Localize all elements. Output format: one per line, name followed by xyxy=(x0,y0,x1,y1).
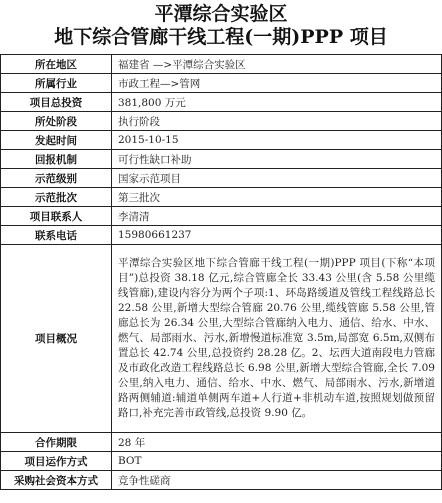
row-value: 竞争性磋商 xyxy=(112,471,442,490)
row-label: 示范批次 xyxy=(1,188,112,207)
table-row xyxy=(1,471,442,490)
table-row xyxy=(1,452,442,471)
row-value: 第三批次 xyxy=(112,188,442,207)
project-info-table xyxy=(0,54,442,490)
row-value: 国家示范项目 xyxy=(112,169,442,188)
row-label: 项目总投资 xyxy=(1,93,112,112)
table-row xyxy=(1,433,442,452)
page-title: 平潭综合实验区 xyxy=(154,3,288,25)
table-row xyxy=(1,150,442,169)
table-row xyxy=(1,188,442,207)
row-value: 可行性缺口补助 xyxy=(112,150,442,169)
row-value: 李清清 xyxy=(112,207,442,226)
row-label: 项目运作方式 xyxy=(1,452,112,471)
table-row xyxy=(1,169,442,188)
page-subtitle: 地下综合管廊干线工程(一期)PPP 项目 xyxy=(54,26,388,48)
row-value: 福建省 —>平潭综合实验区 xyxy=(112,55,442,74)
row-label: 采购社会资本方式 xyxy=(1,471,112,490)
row-label: 回报机制 xyxy=(1,150,112,169)
table-row xyxy=(1,112,442,131)
row-label: 项目联系人 xyxy=(1,207,112,226)
row-label: 合作期限 xyxy=(1,433,112,452)
row-label: 项目概况 xyxy=(1,245,112,433)
overview-text: 平潭综合实验区地下综合管廊干线工程(一期)PPP 项目(下称“本项目”)总投资 38.18 亿元,综合管廊全长 33.43 公里(含 5.58 公里缆线管廊),建设内容分为两个子项:1、环岛路缓道及管线工程线路总长 22.58 公里,新增大型综合管廊 20.76 公里,缆线管廊 5.58 公里,管廊总长为 26.34 公里,大型综合管廊纳入电力、通信、给水、中水、燃气、局部雨水、污水,新增慢道标准宽 3.5m,局部宽 6.5m,双侧布置总长 42.74 公里,总投资约 28.28 亿。2、坛西大道南段电力管廊及市政化改造工程线路总长 6.98 公里,新增大型综合管廊,全长 7.09 公里,纳入电力、通信、给水、中水、燃气、局部雨水、污水,新增道路两侧辅道:辅道单侧两车道+人行道+非机动车道,按照规划做预留路口,补充完善市政管线,总投资 9.90 亿。 xyxy=(112,245,442,433)
row-value: BOT xyxy=(112,452,442,471)
table-row xyxy=(1,131,442,150)
table-row xyxy=(1,93,442,112)
table-row-overview xyxy=(1,245,442,433)
table-row xyxy=(1,74,442,93)
row-value: 2015-10-15 xyxy=(112,131,442,150)
row-label: 所属行业 xyxy=(1,74,112,93)
row-label: 示范级别 xyxy=(1,169,112,188)
row-value: 28 年 xyxy=(112,433,442,452)
row-value: 市政工程—>管网 xyxy=(112,74,442,93)
row-label: 所处阶段 xyxy=(1,112,112,131)
table-row xyxy=(1,55,442,74)
row-value: 15980661237 xyxy=(112,226,442,245)
row-value: 381,800 万元 xyxy=(112,93,442,112)
row-label: 所在地区 xyxy=(1,55,112,74)
table-row xyxy=(1,226,442,245)
row-label: 联系电话 xyxy=(1,226,112,245)
row-value: 执行阶段 xyxy=(112,112,442,131)
table-row xyxy=(1,207,442,226)
row-label: 发起时间 xyxy=(1,131,112,150)
